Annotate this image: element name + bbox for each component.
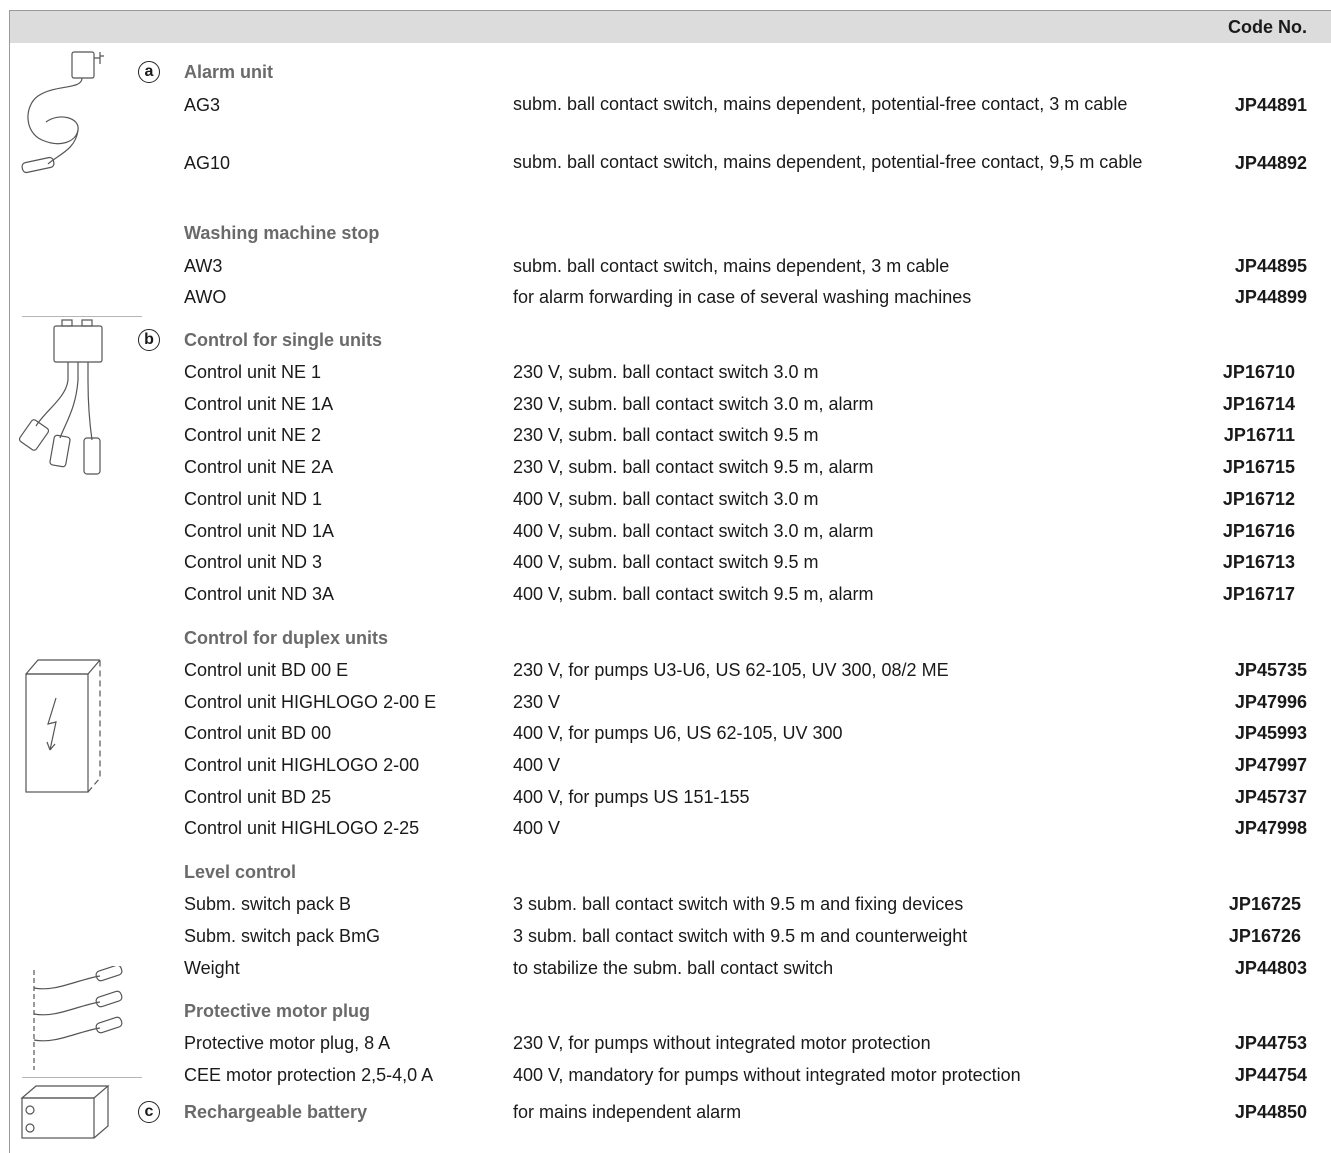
- item-code: JP16714: [1222, 394, 1295, 414]
- item-description: subm. ball contact switch, mains dependent, 3 m cable: [513, 256, 950, 276]
- item-description: 3 subm. ball contact switch with 9.5 m and fixing devices: [513, 894, 964, 914]
- alarm-unit-illustration: [16, 46, 126, 186]
- item-name: Control unit HIGHLOGO 2-00: [184, 755, 420, 775]
- section-title-level-control: Level control: [184, 862, 297, 882]
- item-name: Control unit BD 00 E: [184, 660, 349, 680]
- item-name: AG3: [184, 95, 221, 115]
- item-name: AW3: [184, 256, 223, 276]
- item-code: JP45735: [1234, 660, 1307, 680]
- item-description: 400 V, subm. ball contact switch 9.5 m: [513, 552, 819, 572]
- item-code: JP44753: [1234, 1033, 1307, 1053]
- item-description: 400 V, subm. ball contact switch 9.5 m, alarm: [513, 584, 874, 604]
- item-code: JP16717: [1222, 584, 1295, 604]
- battery-illustration: [16, 1080, 116, 1144]
- separator-line: [22, 316, 142, 317]
- page-frame: [9, 10, 1331, 1153]
- item-code: JP44892: [1234, 153, 1307, 173]
- item-name: Control unit HIGHLOGO 2-25: [184, 818, 420, 838]
- item-code: JP44895: [1234, 256, 1307, 276]
- item-name: Control unit BD 25: [184, 787, 332, 807]
- item-code: JP44754: [1234, 1065, 1307, 1085]
- item-name: Control unit NE 1A: [184, 394, 334, 414]
- item-description: 400 V, mandatory for pumps without integrated motor protection: [513, 1065, 1021, 1085]
- item-name: Control unit BD 00: [184, 723, 332, 743]
- section-title-control-single-units: Control for single units: [184, 330, 382, 350]
- control-duplex-illustration: [18, 654, 108, 804]
- item-description: for alarm forwarding in case of several washing machines: [513, 287, 972, 307]
- item-description: for mains independent alarm: [513, 1102, 742, 1122]
- badge-b: b: [138, 329, 160, 351]
- section-title-rechargeable-battery: Rechargeable battery: [184, 1102, 368, 1122]
- item-code: JP16712: [1222, 489, 1295, 509]
- item-code: JP16711: [1223, 425, 1295, 445]
- item-code: JP47997: [1234, 755, 1307, 775]
- item-name: Subm. switch pack B: [184, 894, 352, 914]
- item-name: Control unit ND 3A: [184, 584, 335, 604]
- item-name: CEE motor protection 2,5-4,0 A: [184, 1065, 434, 1085]
- item-name: Control unit NE 2A: [184, 457, 334, 477]
- control-single-illustration: [16, 318, 126, 488]
- item-code: JP16715: [1222, 457, 1295, 477]
- badge-c: c: [138, 1101, 160, 1123]
- item-description: 230 V, subm. ball contact switch 9.5 m: [513, 425, 819, 445]
- item-description: 400 V, subm. ball contact switch 3.0 m, alarm: [513, 521, 874, 541]
- item-name: Protective motor plug, 8 A: [184, 1033, 391, 1053]
- item-description: 230 V, subm. ball contact switch 3.0 m: [513, 362, 819, 382]
- item-name: Weight: [184, 958, 240, 978]
- item-code: JP44803: [1234, 958, 1307, 978]
- section-title-washing-machine-stop: Washing machine stop: [184, 223, 380, 243]
- item-code: JP16726: [1228, 926, 1301, 946]
- item-code: JP45993: [1234, 723, 1307, 743]
- item-code: JP16713: [1222, 552, 1295, 572]
- table-header-bar: [10, 11, 1331, 43]
- item-description: 230 V, for pumps without integrated motor protection: [513, 1033, 931, 1053]
- separator-line: [22, 1077, 142, 1078]
- item-description: 230 V, for pumps U3-U6, US 62-105, UV 300, 08/2 ME: [513, 660, 949, 680]
- item-code: JP47998: [1234, 818, 1307, 838]
- level-control-illustration: [16, 966, 126, 1076]
- item-name: Subm. switch pack BmG: [184, 926, 381, 946]
- item-description: 400 V: [513, 755, 561, 775]
- item-description: 400 V, subm. ball contact switch 3.0 m: [513, 489, 819, 509]
- item-description: subm. ball contact switch, mains dependent, potential-free contact, 9,5 m cable: [513, 152, 1143, 172]
- item-code: JP47996: [1234, 692, 1307, 712]
- item-name: Control unit ND 1A: [184, 521, 335, 541]
- item-description: 230 V, subm. ball contact switch 9.5 m, alarm: [513, 457, 874, 477]
- badge-a: a: [138, 61, 160, 83]
- section-title-control-duplex-units: Control for duplex units: [184, 628, 388, 648]
- item-code: JP44891: [1234, 95, 1307, 115]
- item-code: JP16725: [1228, 894, 1301, 914]
- item-description: 400 V, for pumps U6, US 62-105, UV 300: [513, 723, 843, 743]
- item-name: AG10: [184, 153, 231, 173]
- item-description: 400 V: [513, 818, 561, 838]
- item-name: Control unit ND 1: [184, 489, 323, 509]
- section-title-protective-motor-plug: Protective motor plug: [184, 1001, 371, 1021]
- item-code: JP44850: [1234, 1102, 1307, 1122]
- item-name: Control unit NE 2: [184, 425, 322, 445]
- item-name: Control unit HIGHLOGO 2-00 E: [184, 692, 437, 712]
- item-description: 400 V, for pumps US 151-155: [513, 787, 750, 807]
- code-column-header: Code No.: [1228, 17, 1307, 37]
- item-code: JP16716: [1222, 521, 1295, 541]
- item-description: to stabilize the subm. ball contact switch: [513, 958, 834, 978]
- item-code: JP16710: [1222, 362, 1295, 382]
- item-name: Control unit ND 3: [184, 552, 323, 572]
- item-code: JP45737: [1234, 787, 1307, 807]
- item-name: AWO: [184, 287, 227, 307]
- item-description: 230 V: [513, 692, 561, 712]
- item-name: Control unit NE 1: [184, 362, 322, 382]
- item-code: JP44899: [1234, 287, 1307, 307]
- section-title-alarm-unit: Alarm unit: [184, 62, 274, 82]
- item-description: subm. ball contact switch, mains dependent, potential-free contact, 3 m cable: [513, 94, 1128, 114]
- item-description: 3 subm. ball contact switch with 9.5 m and counterweight: [513, 926, 968, 946]
- item-description: 230 V, subm. ball contact switch 3.0 m, alarm: [513, 394, 874, 414]
